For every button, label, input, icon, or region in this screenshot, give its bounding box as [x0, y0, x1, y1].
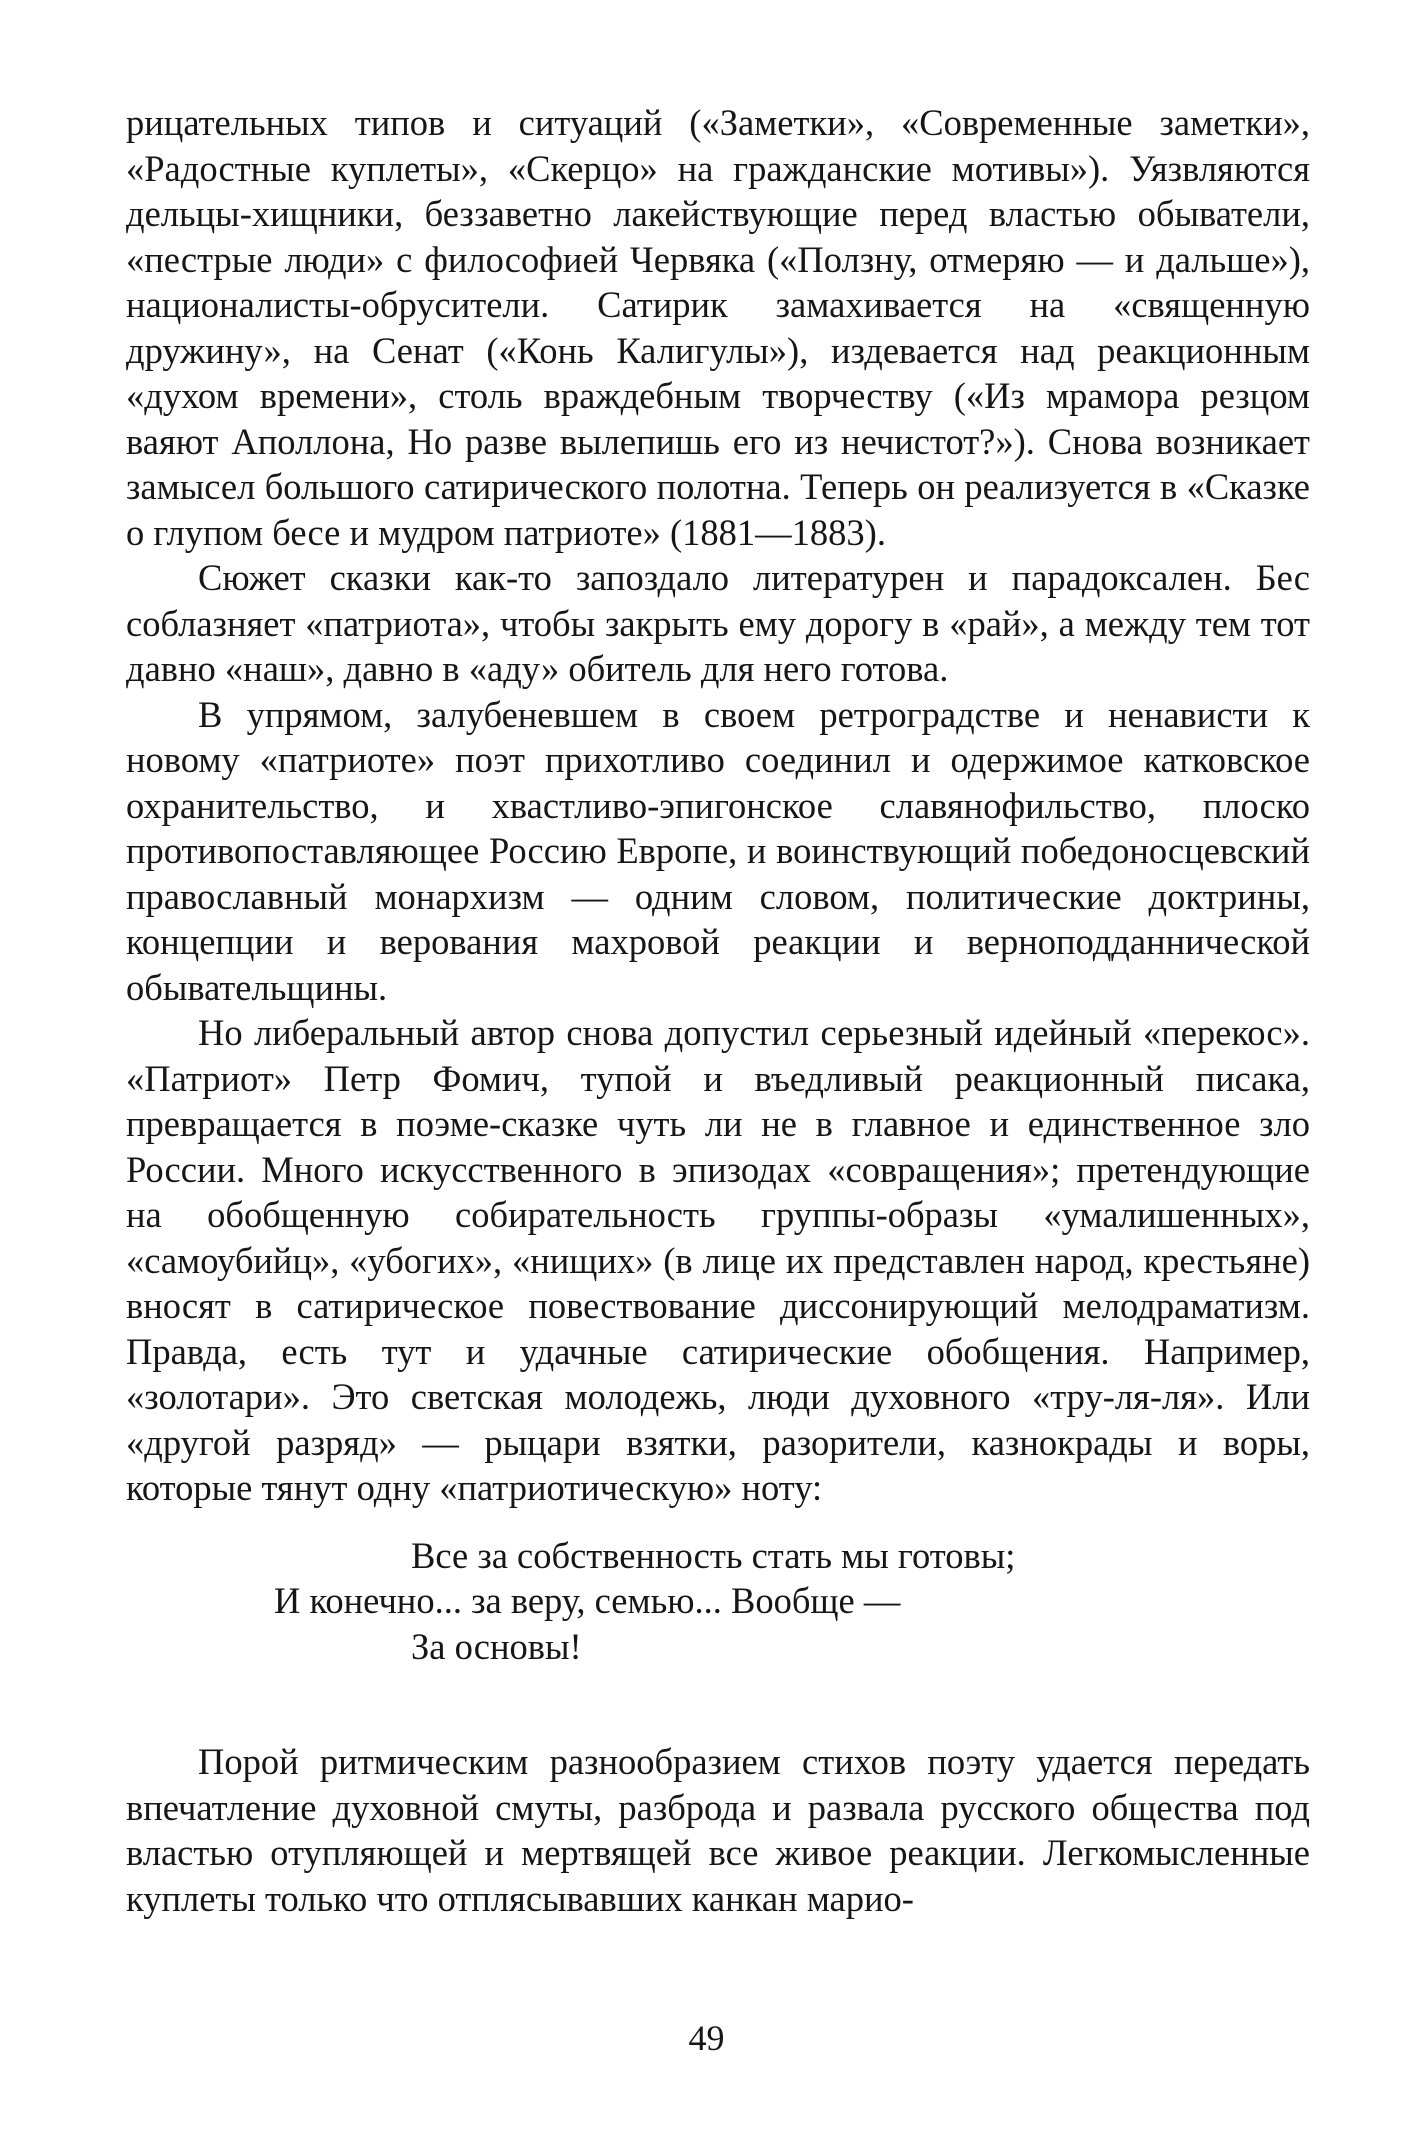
- paragraph-patriot: В упрямом, залубеневшем в своем ретроградстве и ненависти к новому «патриоте» поэт прихотливо соединил и одержимое катковское охранительство, и хвастливо-эпигонское славянофильство, плоско противопоставляющее Россию Европе, и воинствующий победоносцевский православный монархизм — одним словом, политические доктрины, концепции и верования махровой реакции и верноподданнической обывательщины.: [126, 693, 1310, 1008]
- poem-line: За основы!: [411, 1625, 582, 1667]
- paragraph-liberal-author: Но либеральный автор снова допустил серьезный идейный «перекос». «Патриот» Петр Фомич, тупой и въедливый реакционный писака, превращается в поэме-сказке чуть ли не в главное и единственное зло России. Много искусственного в эпизодах «совращения»; претендующие на обобщенную собирательность группы-образы «умалишенных», «самоубийц», «убогих», «нищих» (в лице их представлен народ, крестьяне) вносят в сатирическое повествование диссонирующий мелодраматизм. Правда, есть тут и удачные сатирические обобщения. Например, «золотари». Это светская молодежь, люди духовного «тру-ля-ля». Или «другой разряд» — рыцари взятки, разорители, казнокрады и воры, которые тянут одну «патриотическую» ноту:: [126, 1012, 1310, 1508]
- paragraph-closing: Порой ритмическим разнообразием стихов поэту удается передать впечатление духовной смуты, разброда и развала русского общества под властью отупляющей и мертвящей все живое реакции. Легкомысленные куплеты только что отплясывавших канкан марио-: [126, 1741, 1310, 1919]
- paragraph-continuation: рицательных типов и ситуаций («Заметки», «Современные заметки», «Радостные куплеты», «Скерцо» на гражданские мотивы»). Уязвляются дельцы-хищники, беззаветно лакействующие перед властью обыватели, «пестрые люди» с философией Червяка («Ползну, отмеряю — и дальше»), националисты-обрусители. Сатирик замахивается на «священную дружину», на Сенат («Конь Калигулы»), издевается над реакционным «духом времени», столь враждебным творчеству («Из мрамора резцом ваяют Аполлона, Но разве вылепишь его из нечистот?»). Снова возникает замысел большого сатирического полотна. Теперь он реализуется в «Сказке о глупом бесе и мудром патриоте» (1881—1883).: [126, 102, 1310, 553]
- page-body: [126, 100, 1310, 1921]
- poem-line: Все за собственность стать мы готовы;: [411, 1534, 1016, 1576]
- poem-line: И конечно... за веру, семью... Вообще —: [274, 1580, 901, 1621]
- paragraph-plot: Сюжет сказки как-то запоздало литературен и парадоксален. Бес соблазняет «патриота», чтобы закрыть ему дорогу в «рай», а между тем тот давно «наш», давно в «аду» обитель для него готова.: [126, 557, 1310, 689]
- page-number: 49: [688, 2018, 725, 2058]
- poem-quote: [126, 1533, 1310, 1670]
